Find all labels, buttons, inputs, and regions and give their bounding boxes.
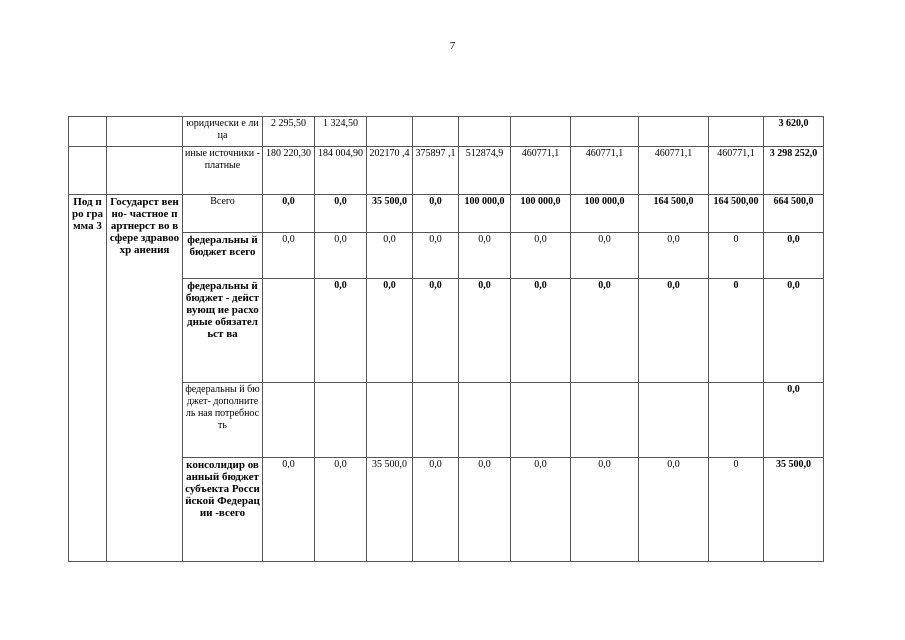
budget-table	[68, 116, 824, 562]
row-label: Всего	[183, 195, 263, 233]
row-label: юридически е лица	[183, 117, 263, 147]
value-cell	[263, 279, 315, 383]
value-cell: 180 220,30	[263, 147, 315, 195]
value-cell: 0,0	[413, 458, 459, 562]
page-number: 7	[449, 40, 456, 52]
value-cell: 0,0	[315, 233, 367, 279]
subprogram-label: Под про гра мма 3	[69, 195, 107, 562]
value-cell: 0,0	[263, 233, 315, 279]
value-cell: 0,0	[413, 195, 459, 233]
value-cell: 0,0	[571, 279, 639, 383]
table-row-consolidated-budget	[69, 458, 824, 562]
value-cell	[709, 383, 764, 458]
empty-cell	[107, 147, 183, 195]
row-label: консолидир ованный бюджет субъекта Российской Федерации -всего	[183, 458, 263, 562]
value-cell: 0,0	[459, 233, 511, 279]
total-cell: 0,0	[764, 279, 824, 383]
total-cell: 0,0	[764, 383, 824, 458]
empty-cell	[69, 147, 107, 195]
value-cell: 202170 ,4	[367, 147, 413, 195]
value-cell: 0,0	[263, 195, 315, 233]
value-cell	[413, 383, 459, 458]
value-cell: 0,0	[639, 233, 709, 279]
value-cell: 100 000,0	[511, 195, 571, 233]
empty-cell	[107, 117, 183, 147]
row-label: федеральны й бюджет - действующ ие расходные обязательст ва	[183, 279, 263, 383]
value-cell: 0,0	[315, 279, 367, 383]
value-cell	[511, 117, 571, 147]
total-cell: 3 298 252,0	[764, 147, 824, 195]
table-row-legal-entities	[69, 117, 824, 147]
value-cell: 164 500,0	[639, 195, 709, 233]
value-cell: 35 500,0	[367, 195, 413, 233]
row-label: федеральны й бюджет всего	[183, 233, 263, 279]
value-cell	[639, 383, 709, 458]
row-label: федеральны й бюджет- дополнитель ная потребность	[183, 383, 263, 458]
value-cell	[413, 117, 459, 147]
value-cell: 100 000,0	[571, 195, 639, 233]
value-cell	[571, 117, 639, 147]
subprogram-name: Государст венно- частное партнерст во в сфере здравоохр анения	[107, 195, 183, 562]
value-cell: 0,0	[263, 458, 315, 562]
value-cell: 1 324,50	[315, 117, 367, 147]
value-cell: 0	[709, 233, 764, 279]
value-cell	[571, 383, 639, 458]
value-cell: 0,0	[571, 233, 639, 279]
value-cell: 460771,1	[571, 147, 639, 195]
value-cell: 460771,1	[511, 147, 571, 195]
total-cell: 0,0	[764, 233, 824, 279]
value-cell: 0,0	[511, 233, 571, 279]
value-cell: 0	[709, 279, 764, 383]
value-cell: 164 500,00	[709, 195, 764, 233]
table-row-other-sources	[69, 147, 824, 195]
value-cell: 0	[709, 458, 764, 562]
value-cell: 460771,1	[639, 147, 709, 195]
value-cell: 0,0	[511, 279, 571, 383]
value-cell	[639, 117, 709, 147]
value-cell: 0,0	[413, 279, 459, 383]
value-cell: 0,0	[639, 458, 709, 562]
value-cell	[367, 117, 413, 147]
value-cell	[263, 383, 315, 458]
table-row-federal-additional	[69, 383, 824, 458]
value-cell: 184 004,90	[315, 147, 367, 195]
value-cell	[459, 383, 511, 458]
value-cell: 512874,9	[459, 147, 511, 195]
total-cell: 35 500,0	[764, 458, 824, 562]
value-cell	[709, 117, 764, 147]
empty-cell	[69, 117, 107, 147]
value-cell: 0,0	[367, 279, 413, 383]
row-label: иные источники - платные	[183, 147, 263, 195]
value-cell: 375897 ,1	[413, 147, 459, 195]
value-cell: 0,0	[459, 279, 511, 383]
table-row-subprogram-total	[69, 195, 824, 233]
value-cell: 2 295,50	[263, 117, 315, 147]
value-cell	[511, 383, 571, 458]
table-row-federal-current	[69, 279, 824, 383]
value-cell	[459, 117, 511, 147]
value-cell: 100 000,0	[459, 195, 511, 233]
value-cell: 0,0	[413, 233, 459, 279]
total-cell: 664 500,0	[764, 195, 824, 233]
table-row-federal-total	[69, 233, 824, 279]
value-cell	[315, 383, 367, 458]
value-cell: 0,0	[315, 458, 367, 562]
value-cell: 0,0	[571, 458, 639, 562]
value-cell: 0,0	[367, 233, 413, 279]
value-cell: 0,0	[459, 458, 511, 562]
total-cell: 3 620,0	[764, 117, 824, 147]
value-cell: 0,0	[315, 195, 367, 233]
value-cell: 460771,1	[709, 147, 764, 195]
value-cell: 0,0	[511, 458, 571, 562]
value-cell: 0,0	[639, 279, 709, 383]
value-cell	[367, 383, 413, 458]
value-cell: 35 500,0	[367, 458, 413, 562]
